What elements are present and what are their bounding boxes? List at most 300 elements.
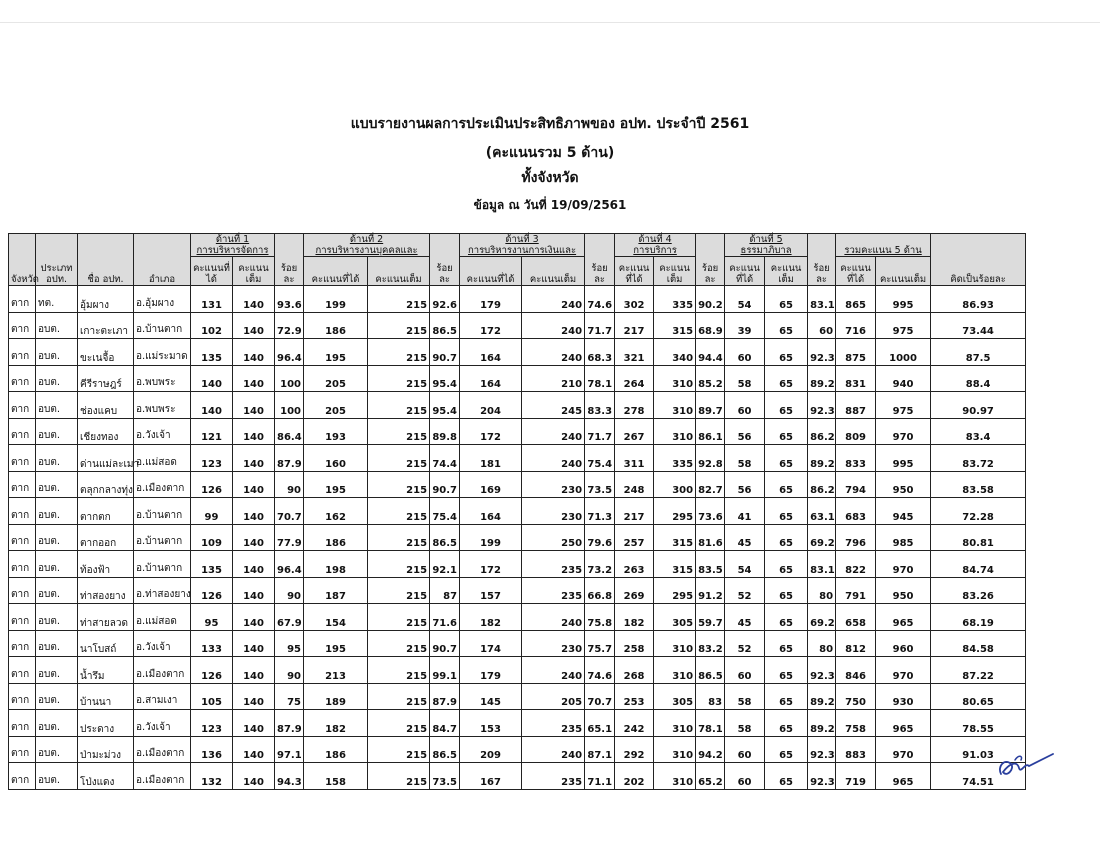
cell-side5-full: 65	[765, 551, 808, 578]
cell-total-got: 796	[836, 524, 876, 551]
cell-side3-got: 167	[460, 763, 522, 790]
cell-org-name: ขะเนจื้อ	[78, 339, 134, 366]
cell-side5-got: 52	[725, 577, 765, 604]
cell-type: อบต.	[36, 498, 78, 525]
cell-side1-full: 140	[233, 286, 275, 313]
cell-side2-percent: 74.4	[430, 445, 460, 472]
cell-side1-full: 140	[233, 365, 275, 392]
cell-side2-percent: 99.1	[430, 657, 460, 684]
cell-side3-full: 235	[522, 710, 585, 737]
cell-side1-got: 135	[191, 339, 233, 366]
cell-side3-percent: 78.1	[585, 365, 615, 392]
cell-side2-full: 215	[368, 604, 430, 631]
cell-district: อ.เมืองตาก	[134, 763, 191, 790]
cell-side3-got: 164	[460, 339, 522, 366]
cell-side4-got: 302	[615, 286, 654, 313]
cell-side3-full: 240	[522, 604, 585, 631]
cell-side1-percent: 96.4	[275, 551, 304, 578]
cell-province: ตาก	[9, 286, 36, 313]
cell-total-full: 945	[876, 498, 931, 525]
side2-name: การบริหารงานบุคคลและ	[315, 245, 418, 256]
cell-side2-got: 195	[304, 630, 368, 657]
cell-total-full: 950	[876, 471, 931, 498]
cell-side2-got: 195	[304, 339, 368, 366]
cell-side2-got: 205	[304, 392, 368, 419]
cell-side5-percent: 89.2	[808, 683, 836, 710]
cell-side3-percent: 75.4	[585, 445, 615, 472]
cell-side1-percent: 97.1	[275, 736, 304, 763]
cell-side4-full: 335	[654, 286, 696, 313]
cell-side1-percent: 93.6	[275, 286, 304, 313]
cell-side1-got: 121	[191, 418, 233, 445]
cell-side5-got: 58	[725, 683, 765, 710]
cell-total-got: 831	[836, 365, 876, 392]
cell-side4-full: 300	[654, 471, 696, 498]
group-side3	[460, 234, 585, 257]
cell-final-percent: 87.5	[931, 339, 1026, 366]
cell-side5-percent: 69.2	[808, 524, 836, 551]
cell-type: อบต.	[36, 710, 78, 737]
cell-side2-full: 215	[368, 657, 430, 684]
cell-side3-got: 174	[460, 630, 522, 657]
cell-side3-percent: 83.3	[585, 392, 615, 419]
cell-org-name: อุ้มผาง	[78, 286, 134, 313]
cell-final-percent: 84.74	[931, 551, 1026, 578]
cell-side4-percent: 59.7	[696, 604, 725, 631]
cell-side3-full: 250	[522, 524, 585, 551]
cell-side3-percent: 66.8	[585, 577, 615, 604]
cell-side5-full: 65	[765, 763, 808, 790]
cell-side1-full: 140	[233, 445, 275, 472]
scan-edge-line	[0, 22, 1100, 23]
cell-side3-got: 169	[460, 471, 522, 498]
report-title: แบบรายงานผลการประเมินประสิทธิภาพของ อปท. ประจำปี 2561	[350, 116, 750, 132]
cell-side3-got: 179	[460, 286, 522, 313]
cell-total-got: 791	[836, 577, 876, 604]
group-side5	[725, 234, 808, 257]
cell-total-got: 683	[836, 498, 876, 525]
cell-side1-percent: 90	[275, 471, 304, 498]
cell-side5-percent: 80	[808, 577, 836, 604]
cell-province: ตาก	[9, 418, 36, 445]
cell-org-name: ด่านแม่ละเมา	[78, 445, 134, 472]
cell-side1-full: 140	[233, 630, 275, 657]
col-side5-percent: ร้อยละ	[808, 234, 836, 286]
cell-side1-percent: 72.9	[275, 312, 304, 339]
cell-side3-full: 240	[522, 312, 585, 339]
cell-total-got: 719	[836, 763, 876, 790]
cell-side1-got: 123	[191, 445, 233, 472]
table-row	[9, 551, 1026, 578]
cell-side4-percent: 83.5	[696, 551, 725, 578]
cell-side4-full: 310	[654, 763, 696, 790]
cell-side2-percent: 90.7	[430, 339, 460, 366]
cell-type: อบต.	[36, 445, 78, 472]
cell-org-name: ป่ามะม่วง	[78, 736, 134, 763]
cell-side3-got: 145	[460, 683, 522, 710]
cell-side2-percent: 86.5	[430, 524, 460, 551]
cell-side2-got: 205	[304, 365, 368, 392]
cell-type: อบต.	[36, 471, 78, 498]
cell-side5-full: 65	[765, 339, 808, 366]
cell-side3-full: 240	[522, 339, 585, 366]
cell-side5-full: 65	[765, 683, 808, 710]
cell-total-got: 658	[836, 604, 876, 631]
cell-side5-percent: 92.3	[808, 657, 836, 684]
cell-side4-percent: 78.1	[696, 710, 725, 737]
col-total-full: คะแนนเต็ม	[876, 257, 931, 286]
cell-side4-got: 311	[615, 445, 654, 472]
cell-type: อบต.	[36, 736, 78, 763]
cell-side5-got: 56	[725, 471, 765, 498]
cell-org-name: โป่งแดง	[78, 763, 134, 790]
cell-side4-full: 295	[654, 498, 696, 525]
cell-side1-full: 140	[233, 683, 275, 710]
cell-side4-got: 242	[615, 710, 654, 737]
cell-side5-percent: 60	[808, 312, 836, 339]
cell-side4-full: 310	[654, 630, 696, 657]
cell-side1-full: 140	[233, 736, 275, 763]
cell-type: อบต.	[36, 339, 78, 366]
cell-org-name: ตากตก	[78, 498, 134, 525]
cell-side5-got: 54	[725, 286, 765, 313]
cell-side2-got: 160	[304, 445, 368, 472]
col-side2-percent: ร้อยละ	[430, 234, 460, 286]
cell-side3-full: 205	[522, 683, 585, 710]
cell-final-percent: 72.28	[931, 498, 1026, 525]
cell-side2-percent: 73.5	[430, 763, 460, 790]
cell-side4-percent: 85.2	[696, 365, 725, 392]
cell-side4-got: 253	[615, 683, 654, 710]
cell-province: ตาก	[9, 524, 36, 551]
cell-side4-percent: 83	[696, 683, 725, 710]
cell-side5-full: 65	[765, 286, 808, 313]
cell-side1-got: 133	[191, 630, 233, 657]
cell-side2-full: 215	[368, 445, 430, 472]
cell-side5-full: 65	[765, 524, 808, 551]
cell-type: อบต.	[36, 577, 78, 604]
cell-side2-full: 215	[368, 339, 430, 366]
side5-label: ด้านที่ 5	[749, 234, 783, 245]
cell-final-percent: 90.97	[931, 392, 1026, 419]
cell-side3-percent: 73.5	[585, 471, 615, 498]
cell-side4-percent: 86.5	[696, 657, 725, 684]
cell-side4-got: 257	[615, 524, 654, 551]
cell-side1-percent: 95	[275, 630, 304, 657]
cell-side3-got: 164	[460, 365, 522, 392]
cell-side3-percent: 74.6	[585, 286, 615, 313]
cell-side3-full: 240	[522, 657, 585, 684]
side1-label: ด้านที่ 1	[215, 234, 250, 245]
cell-side5-got: 60	[725, 657, 765, 684]
side2-label: ด้านที่ 2	[349, 234, 384, 245]
cell-side3-percent: 71.1	[585, 763, 615, 790]
cell-side2-percent: 95.4	[430, 392, 460, 419]
cell-side5-got: 54	[725, 551, 765, 578]
cell-side2-full: 215	[368, 392, 430, 419]
cell-side4-full: 335	[654, 445, 696, 472]
cell-side5-percent: 89.2	[808, 445, 836, 472]
cell-side5-percent: 69.2	[808, 604, 836, 631]
cell-final-percent: 80.65	[931, 683, 1026, 710]
table-header	[9, 234, 1026, 286]
cell-total-full: 1000	[876, 339, 931, 366]
col-side2-full: คะแนนเต็ม	[368, 257, 430, 286]
cell-side1-full: 140	[233, 551, 275, 578]
cell-side2-got: 189	[304, 683, 368, 710]
cell-side4-percent: 94.4	[696, 339, 725, 366]
cell-side5-full: 65	[765, 312, 808, 339]
cell-side4-full: 295	[654, 577, 696, 604]
cell-province: ตาก	[9, 710, 36, 737]
col-side1-got: คะแนนที่ได้	[191, 257, 233, 286]
cell-province: ตาก	[9, 657, 36, 684]
cell-province: ตาก	[9, 498, 36, 525]
cell-side1-percent: 67.9	[275, 604, 304, 631]
cell-side3-got: 179	[460, 657, 522, 684]
cell-side3-full: 240	[522, 736, 585, 763]
cell-side3-full: 240	[522, 445, 585, 472]
cell-side4-got: 217	[615, 312, 654, 339]
cell-total-full: 970	[876, 657, 931, 684]
cell-side2-full: 215	[368, 498, 430, 525]
cell-side3-got: 164	[460, 498, 522, 525]
table-row	[9, 365, 1026, 392]
cell-total-got: 875	[836, 339, 876, 366]
table-row	[9, 630, 1026, 657]
cell-side2-percent: 86.5	[430, 736, 460, 763]
cell-total-got: 750	[836, 683, 876, 710]
cell-side1-got: 126	[191, 471, 233, 498]
cell-side5-got: 60	[725, 339, 765, 366]
cell-side2-full: 215	[368, 710, 430, 737]
cell-side1-percent: 100	[275, 365, 304, 392]
group-total: รวมคะแนน 5 ด้าน	[836, 234, 931, 257]
cell-type: อบต.	[36, 312, 78, 339]
cell-side1-percent: 90	[275, 657, 304, 684]
cell-district: อ.สามเงา	[134, 683, 191, 710]
cell-total-full: 995	[876, 445, 931, 472]
col-side3-got: คะแนนที่ได้	[460, 257, 522, 286]
cell-total-full: 960	[876, 630, 931, 657]
cell-total-full: 970	[876, 736, 931, 763]
cell-side4-got: 258	[615, 630, 654, 657]
cell-final-percent: 74.51	[931, 763, 1026, 790]
report-subtitle: (คะแนนรวม 5 ด้าน)	[485, 145, 615, 161]
cell-side4-percent: 82.7	[696, 471, 725, 498]
cell-side4-percent: 81.6	[696, 524, 725, 551]
cell-side4-percent: 92.8	[696, 445, 725, 472]
cell-org-name: ท่าสายลวด	[78, 604, 134, 631]
cell-side2-full: 215	[368, 551, 430, 578]
cell-side5-percent: 83.1	[808, 286, 836, 313]
cell-side5-percent: 92.3	[808, 392, 836, 419]
cell-org-name: คีรีราษฎร์	[78, 365, 134, 392]
cell-side1-percent: 86.4	[275, 418, 304, 445]
cell-side4-got: 292	[615, 736, 654, 763]
cell-side5-percent: 92.3	[808, 736, 836, 763]
group-side4	[615, 234, 696, 257]
cell-total-full: 985	[876, 524, 931, 551]
cell-side1-full: 140	[233, 763, 275, 790]
cell-side5-got: 60	[725, 763, 765, 790]
cell-type: อบต.	[36, 657, 78, 684]
cell-side1-got: 95	[191, 604, 233, 631]
cell-org-name: ท่าสองยาง	[78, 577, 134, 604]
cell-type: อบต.	[36, 763, 78, 790]
cell-side5-got: 58	[725, 365, 765, 392]
cell-side5-full: 65	[765, 365, 808, 392]
cell-final-percent: 78.55	[931, 710, 1026, 737]
cell-total-got: 716	[836, 312, 876, 339]
cell-side1-full: 140	[233, 604, 275, 631]
cell-side5-got: 56	[725, 418, 765, 445]
cell-district: อ.วังเจ้า	[134, 710, 191, 737]
cell-org-name: เชียงทอง	[78, 418, 134, 445]
cell-district: อ.บ้านตาก	[134, 524, 191, 551]
cell-side1-full: 140	[233, 710, 275, 737]
cell-province: ตาก	[9, 339, 36, 366]
cell-side4-full: 315	[654, 551, 696, 578]
cell-side3-full: 235	[522, 551, 585, 578]
cell-district: อ.บ้านตาก	[134, 551, 191, 578]
cell-district: อ.เมืองตาก	[134, 736, 191, 763]
cell-side4-got: 267	[615, 418, 654, 445]
cell-side5-full: 65	[765, 392, 808, 419]
report-date: ข้อมูล ณ วันที่ 19/09/2561	[473, 198, 627, 212]
cell-side4-full: 310	[654, 392, 696, 419]
cell-type: อบต.	[36, 604, 78, 631]
col-side4-full: คะแนนเต็ม	[654, 257, 696, 286]
cell-side2-percent: 87.9	[430, 683, 460, 710]
cell-side4-percent: 68.9	[696, 312, 725, 339]
table-row	[9, 524, 1026, 551]
cell-total-full: 975	[876, 312, 931, 339]
cell-side2-percent: 89.8	[430, 418, 460, 445]
cell-side5-percent: 89.2	[808, 365, 836, 392]
cell-side5-full: 65	[765, 630, 808, 657]
table-body	[9, 286, 1026, 790]
cell-side4-percent: 65.2	[696, 763, 725, 790]
cell-side1-got: 136	[191, 736, 233, 763]
col-province: จังหวัด	[9, 234, 36, 286]
cell-side3-percent: 71.7	[585, 418, 615, 445]
table-row	[9, 392, 1026, 419]
cell-district: อ.วังเจ้า	[134, 630, 191, 657]
cell-province: ตาก	[9, 312, 36, 339]
cell-side4-got: 269	[615, 577, 654, 604]
cell-side5-full: 65	[765, 604, 808, 631]
cell-side2-got: 193	[304, 418, 368, 445]
cell-total-full: 965	[876, 604, 931, 631]
cell-side2-full: 215	[368, 683, 430, 710]
cell-district: อ.แม่ระมาด	[134, 339, 191, 366]
cell-side5-got: 39	[725, 312, 765, 339]
cell-side3-full: 240	[522, 418, 585, 445]
table-row	[9, 710, 1026, 737]
cell-total-got: 846	[836, 657, 876, 684]
cell-side5-got: 45	[725, 524, 765, 551]
col-side5-full: คะแนนเต็ม	[765, 257, 808, 286]
cell-side3-percent: 71.3	[585, 498, 615, 525]
cell-side2-got: 186	[304, 736, 368, 763]
cell-side1-got: 102	[191, 312, 233, 339]
cell-side5-percent: 86.2	[808, 418, 836, 445]
cell-side1-percent: 75	[275, 683, 304, 710]
cell-district: อ.บ้านตาก	[134, 312, 191, 339]
cell-total-full: 940	[876, 365, 931, 392]
cell-side5-full: 65	[765, 577, 808, 604]
cell-side2-got: 195	[304, 471, 368, 498]
cell-side4-percent: 94.2	[696, 736, 725, 763]
cell-district: อ.บ้านตาก	[134, 498, 191, 525]
cell-final-percent: 91.03	[931, 736, 1026, 763]
cell-side3-got: 209	[460, 736, 522, 763]
col-side2-got: คะแนนที่ได้	[304, 257, 368, 286]
cell-province: ตาก	[9, 683, 36, 710]
cell-final-percent: 80.81	[931, 524, 1026, 551]
cell-total-full: 995	[876, 286, 931, 313]
cell-side3-got: 181	[460, 445, 522, 472]
cell-side2-percent: 75.4	[430, 498, 460, 525]
cell-total-got: 812	[836, 630, 876, 657]
cell-side1-percent: 100	[275, 392, 304, 419]
cell-side2-full: 215	[368, 630, 430, 657]
cell-district: อ.อุ้มผาง	[134, 286, 191, 313]
cell-final-percent: 83.26	[931, 577, 1026, 604]
cell-side1-got: 126	[191, 657, 233, 684]
cell-side2-got: 198	[304, 551, 368, 578]
cell-side3-percent: 68.3	[585, 339, 615, 366]
cell-province: ตาก	[9, 604, 36, 631]
cell-side4-got: 217	[615, 498, 654, 525]
cell-type: อบต.	[36, 630, 78, 657]
cell-org-name: ประดาง	[78, 710, 134, 737]
cell-district: อ.แม่สอด	[134, 604, 191, 631]
side4-name: การบริการ	[633, 245, 677, 256]
cell-side4-got: 248	[615, 471, 654, 498]
cell-org-name: ช่องแคบ	[78, 392, 134, 419]
side4-label: ด้านที่ 4	[638, 234, 672, 245]
cell-side4-got: 263	[615, 551, 654, 578]
cell-side5-full: 65	[765, 657, 808, 684]
cell-side5-got: 58	[725, 710, 765, 737]
side5-name: ธรรมาภิบาล	[740, 245, 792, 256]
cell-side3-percent: 65.1	[585, 710, 615, 737]
cell-side1-got: 140	[191, 365, 233, 392]
cell-side5-full: 65	[765, 418, 808, 445]
cell-total-got: 833	[836, 445, 876, 472]
cell-total-full: 975	[876, 392, 931, 419]
cell-side3-got: 172	[460, 418, 522, 445]
cell-side2-percent: 90.7	[430, 630, 460, 657]
table-row	[9, 657, 1026, 684]
cell-side4-percent: 86.1	[696, 418, 725, 445]
cell-side4-full: 305	[654, 683, 696, 710]
cell-type: อบต.	[36, 418, 78, 445]
cell-side5-percent: 92.3	[808, 763, 836, 790]
col-final-percent: คิดเป็นร้อยละ	[931, 234, 1026, 286]
cell-side3-percent: 74.6	[585, 657, 615, 684]
cell-side2-got: 162	[304, 498, 368, 525]
cell-org-name: บ้านนา	[78, 683, 134, 710]
cell-side2-got: 182	[304, 710, 368, 737]
table-row	[9, 445, 1026, 472]
cell-side3-full: 230	[522, 498, 585, 525]
cell-side4-full: 310	[654, 418, 696, 445]
cell-side1-percent: 87.9	[275, 710, 304, 737]
cell-type: อบต.	[36, 524, 78, 551]
